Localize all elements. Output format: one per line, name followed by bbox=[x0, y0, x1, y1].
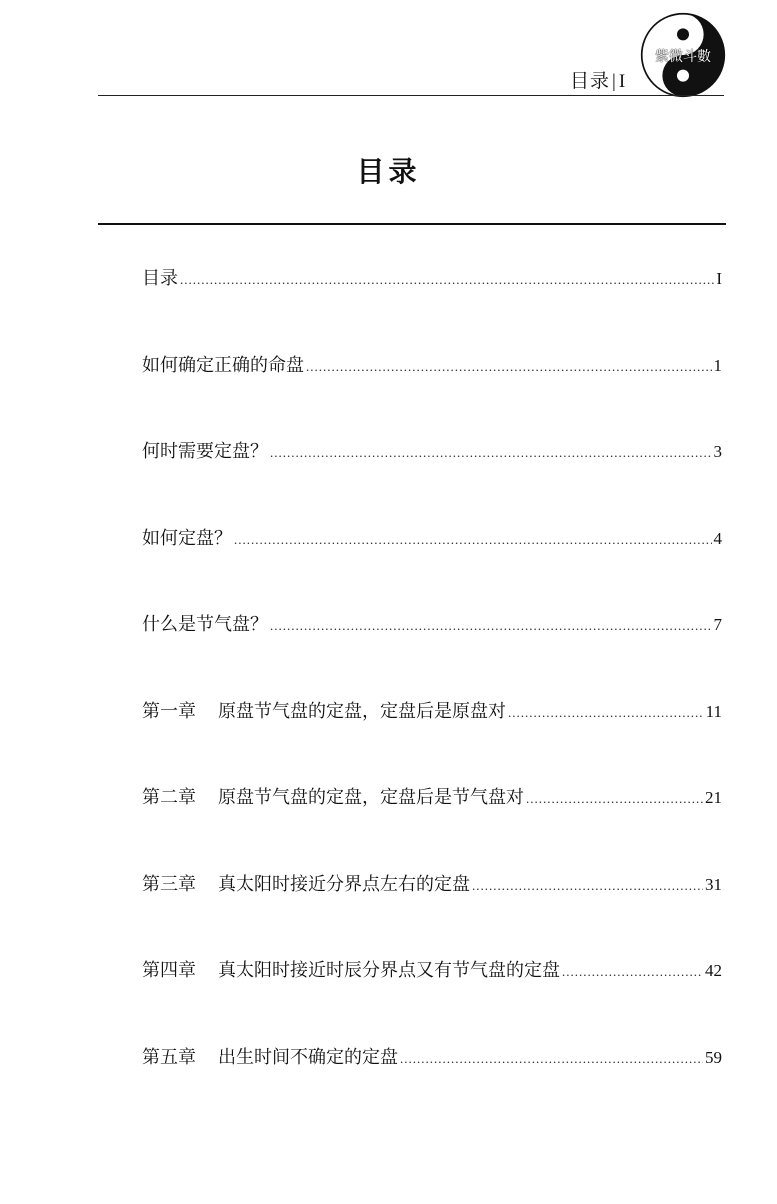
toc-leader bbox=[234, 532, 712, 548]
logo-text: 紫微斗數 bbox=[655, 49, 711, 65]
running-head-title: 目录 bbox=[570, 70, 611, 92]
toc-entry-page: 11 bbox=[705, 701, 722, 721]
toc-entry-title: 如何定盘？ bbox=[142, 527, 232, 549]
toc-entry[interactable] bbox=[142, 783, 722, 870]
toc-leader bbox=[270, 445, 712, 461]
toc-entry[interactable] bbox=[142, 437, 722, 524]
running-head bbox=[570, 66, 626, 93]
toc-entry-page: 7 bbox=[713, 615, 722, 634]
table-of-contents bbox=[142, 264, 722, 1129]
title-rule bbox=[98, 223, 726, 225]
toc-entry-title: 真太阳时接近时辰分界点又有节气盘的定盘 bbox=[218, 960, 560, 981]
toc-leader bbox=[400, 1051, 703, 1067]
toc-leader bbox=[306, 359, 712, 375]
toc-entry-chapter: 第五章 bbox=[142, 1046, 196, 1068]
page-title: 目录 bbox=[356, 155, 421, 188]
toc-entry-title: 原盘节气盘的定盘，定盘后是节气盘对 bbox=[218, 787, 524, 808]
toc-leader bbox=[526, 791, 703, 807]
toc-leader bbox=[472, 878, 703, 894]
toc-entry[interactable] bbox=[142, 697, 722, 784]
toc-entry-page: 1 bbox=[713, 355, 722, 375]
toc-entry-title: 真太阳时接近分界点左右的定盘 bbox=[218, 873, 470, 895]
toc-leader bbox=[270, 618, 712, 634]
toc-entry[interactable] bbox=[142, 870, 722, 957]
toc-leader bbox=[562, 964, 703, 980]
toc-entry[interactable] bbox=[142, 524, 722, 611]
header-rule bbox=[98, 95, 724, 96]
toc-entry-page: 59 bbox=[705, 1047, 722, 1067]
toc-entry-title: 如何确定正确的命盘 bbox=[142, 354, 304, 376]
toc-entry[interactable] bbox=[142, 1043, 722, 1130]
toc-entry-page: 21 bbox=[705, 788, 722, 807]
toc-entry-page: I bbox=[716, 269, 722, 288]
toc-leader bbox=[180, 272, 714, 288]
toc-entry-title: 何时需要定盘？ bbox=[142, 441, 268, 462]
toc-entry-page: 31 bbox=[705, 874, 722, 894]
running-head-page-number: I bbox=[618, 71, 627, 92]
toc-entry-title: 什么是节气盘？ bbox=[142, 614, 268, 635]
toc-entry-chapter: 第一章 bbox=[142, 700, 196, 722]
toc-entry[interactable] bbox=[142, 351, 722, 438]
toc-entry-chapter: 第三章 bbox=[142, 873, 196, 895]
toc-leader bbox=[508, 705, 704, 721]
toc-entry-page: 3 bbox=[713, 442, 722, 461]
toc-entry-title: 出生时间不确定的定盘 bbox=[218, 1046, 398, 1068]
toc-entry-page: 4 bbox=[713, 528, 722, 548]
toc-entry-chapter: 第二章 bbox=[142, 787, 196, 808]
toc-entry[interactable] bbox=[142, 610, 722, 697]
toc-entry-title: 目录 bbox=[142, 268, 178, 289]
toc-entry-page: 42 bbox=[705, 961, 722, 980]
toc-entry-title: 原盘节气盘的定盘，定盘后是原盘对 bbox=[218, 700, 506, 722]
toc-entry[interactable] bbox=[142, 956, 722, 1043]
toc-entry[interactable] bbox=[142, 264, 722, 351]
toc-entry-chapter: 第四章 bbox=[142, 960, 196, 981]
running-head-separator: | bbox=[612, 71, 617, 92]
